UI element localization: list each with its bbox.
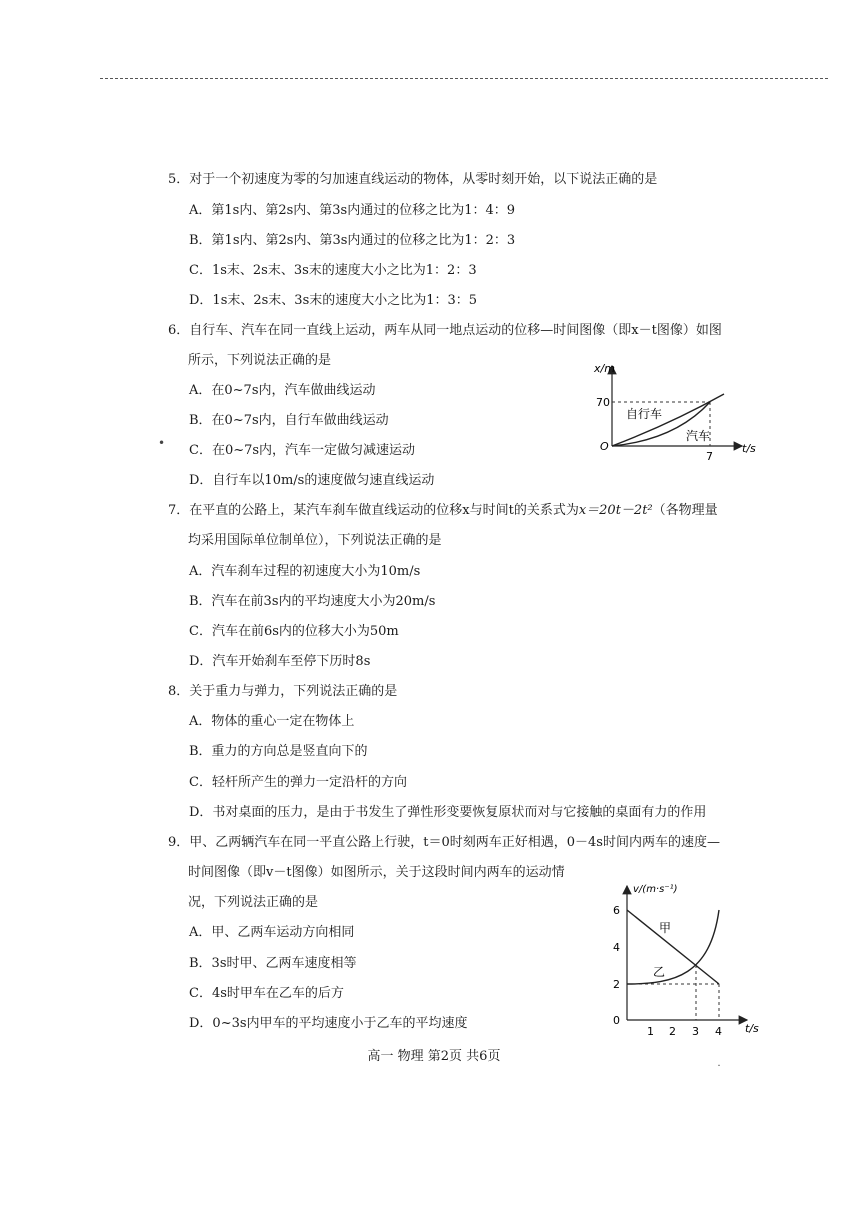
q6-xt-graph [590,360,770,465]
q5-stem: 5．对于一个初速度为零的匀加速直线运动的物体，从零时刻开始，以下说法正确的是 [168,172,658,187]
q6-y-tick-70: 70 [596,396,610,409]
q9-jia-line [627,910,719,984]
q9-x-tick-1: 1 [647,1025,654,1038]
q6-stem-line2: 所示，下列说法正确的是 [188,353,332,368]
q9-vt-graph [605,880,775,1040]
q5-option-d: D．1s末、2s末、3s末的速度大小之比为1：3：5 [189,293,478,308]
q7-stem-line1 [168,499,718,518]
q9-y-tick-6: 6 [613,904,620,917]
q7-option-d: D．汽车开始刹车至停下历时8s [189,654,371,669]
q9-y-label: v/(m·s⁻¹) [633,884,678,895]
q9-y-tick-2: 2 [613,978,620,991]
q6-option-a: A．在0~7s内，汽车做曲线运动 [189,383,376,398]
q9-option-b: B．3s时甲、乙两车速度相等 [189,956,357,971]
q6-x-tick-7: 7 [706,450,713,463]
q8-stem: 8．关于重力与弹力，下列说法正确的是 [168,684,398,699]
q6-stem-line1: 6．自行车、汽车在同一直线上运动，两车从同一地点运动的位移—时间图像（即x－t图像）如图 [168,323,722,338]
q8-option-d: D．书对桌面的压力，是由于书发生了弹性形变要恢复原状而对与它接触的桌面有力的作用 [189,805,707,820]
q5-option-c: C．1s末、2s末、3s末的速度大小之比为1：2：3 [189,263,477,278]
q6-x-label: t/s [742,442,756,455]
q7-formula: x＝20t－2t² [578,503,653,518]
scan-speck: ˙ [716,1063,722,1077]
q6-car-label: 汽车 [686,429,711,443]
q7-stem-part2: （各物理量 [652,503,718,518]
q6-option-b: B．在0~7s内，自行车做曲线运动 [189,413,389,428]
header-rule [100,78,828,79]
q5-option-a: A．第1s内、第2s内、第3s内通过的位移之比为1：4：9 [189,203,516,218]
q6-option-c: C．在0~7s内，汽车一定做匀减速运动 [189,443,416,458]
q9-stem-line3: 况，下列说法正确的是 [188,895,319,910]
q7-stem-line2: 均采用国际单位制单位），下列说法正确的是 [188,533,442,548]
q8-option-a: A．物体的重心一定在物体上 [189,714,355,729]
q6-bike-label: 自行车 [626,407,663,421]
q8-option-c: C．轻杆所产生的弹力一定沿杆的方向 [189,775,407,790]
q8-option-b: B．重力的方向总是竖直向下的 [189,744,368,759]
q9-option-d: D．0~3s内甲车的平均速度小于乙车的平均速度 [189,1016,468,1031]
q7-stem-part1: 7．在平直的公路上，某汽车刹车做直线运动的位移x与时间t的关系式为 [168,503,579,518]
q9-x-tick-3: 3 [692,1025,699,1038]
q6-option-d: D．自行车以10m/s的速度做匀速直线运动 [189,473,435,488]
q5-option-b: B．第1s内、第2s内、第3s内通过的位移之比为1：2：3 [189,233,516,248]
q9-option-a: A．甲、乙两车运动方向相同 [189,925,355,940]
q9-x-tick-4: 4 [715,1025,722,1038]
q9-x-label: t/s [745,1022,759,1035]
q9-stem-line2: 时间图像（即v－t图像）如图所示，关于这段时间内两车的运动情 [188,865,565,880]
q6-y-label: x/m [594,362,615,375]
q9-x-tick-2: 2 [669,1025,676,1038]
q9-stem-line1: 9．甲、乙两辆汽车在同一平直公路上行驶，t＝0时刻两车正好相遇，0－4s时间内两车的速度— [168,835,720,850]
q7-option-b: B．汽车在前3s内的平均速度大小为20m/s [189,594,436,609]
q7-option-a: A．汽车刹车过程的初速度大小为10m/s [189,564,421,579]
page-footer: 高一 物理 第2页 共6页 [367,1049,501,1064]
q7-option-c: C．汽车在前6s内的位移大小为50m [189,624,399,639]
q9-origin-label: 0 [613,1014,620,1027]
q9-option-c: C．4s时甲车在乙车的后方 [189,986,344,1001]
q9-yi-label: 乙 [653,965,666,979]
scan-speck: • [158,436,166,450]
q9-y-tick-4: 4 [613,941,620,954]
q9-jia-label: 甲 [659,921,672,935]
q6-origin-label: O [600,440,609,453]
